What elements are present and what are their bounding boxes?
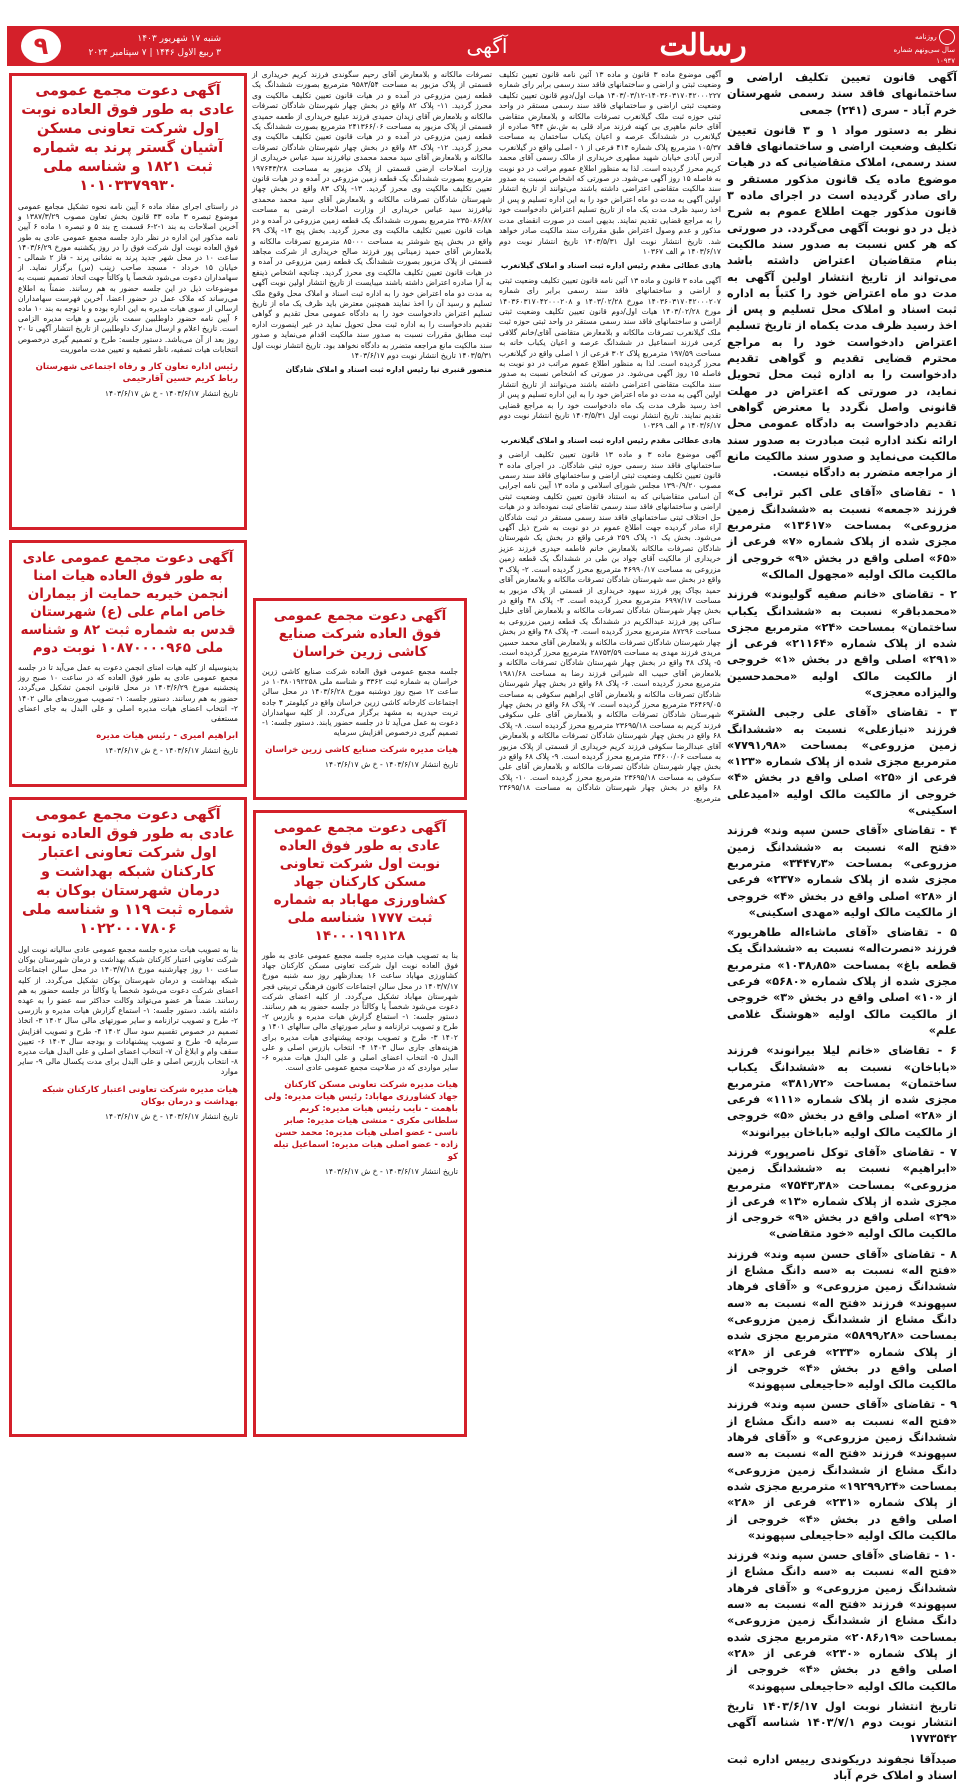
ad-title: آگهی دعوت مجمع عمومی عادی به طور فوق العاده نوبت اول شرکت تعاونی مسکن کارکنان جهاد کشاورزی مهاباد به شماره ثبت ۱۷۷۷ شناسه ملی ۱۴۰۰۰۱۹۱۱۲۸ [273,820,447,944]
ad-dates: تاریخ انتشار ۱۴۰۳/۶/۱۷ - خ ش ۱۴۰۳/۶/۱۷ [104,746,238,756]
ad-body: در راستای اجرای مفاد ماده ۶ آیین نامه نحوه تشکیل مجامع عمومی موضوع تبصره ۳ ماده ۳۳ قانون بخش تعاون مصوب ۱۳۸۷/۳/۲۹ و آخرین اصلاحات به بند ۱-۲-۶ قسمت ج بند ۵ و تبصره ۱ ماده ۶ آیین نامه مذکور این اداره در نظر دارد جلسه مجمع عمومی عادی به طور فوق العاده نوبت اول شرکت فوق را در روز یکشنبه مورخ ۱۴۰۳/۶/۲۹ ساعت ۱۰ در محل شهر جدید پرند به نشانی پرند - فاز ۲ شمالی - خیابان ۱۵ خرداد - مسجد صاحب زینب (س) برگزار نماید. از سهامداران دعوت می‌شود شخصاً یا وکالتاً جهت اتخاذ تصمیم نسبت به موضوعات ذیل در این جلسه حضور به هم رسانند. ضمناً به اطلاع می‌رساند که ملاک عمل در حضور اعضا، آخرین فهرست سهامداران ارسالی از سوی هیات مدیره به این اداره بوده و با توجه به بند ۱۰ ماده ۶ آیین نامه حضور داوطلبین سمت بازرسی و هیات مدیره الزامی است. تاریخ اعلام و ارسال مدارک داوطلبین از تاریخ انتشار آگهی تا ۲۰ روز بعد از آن می‌باشد. دستور جلسه: طرح و تصمیم گیری درخصوص انتخابات هیات تصفیه، ناظر تصفیه و تعیین مدت ماموریت [18,202,239,354]
masthead-bar [7,26,959,66]
newspaper-logo: رسالت [659,28,747,63]
issue-line2: سال سی‌ونهم [914,46,955,54]
col1-paragraph: ۵ - تقاضای «آقای ماشاءاله طاهریور» فرزند «نصرت‌اله» نسبت به «ششدانگ یک قطعه باغ» بمساحت «۱۰۳۸٫۸۵» مترمربع مجزی شده از پلاک شماره «۵۶۸۰» فرعی از «۱۰» اصلی واقع در بخش «۳» خروجی از مالکیت مالک اولیه «هوشنگ غلامی علم» [727,926,957,1037]
issue-line1: روزنامه [915,33,937,41]
col1-paragraph: آگهی قانون تعیین تکلیف اراضی و ساختمانهای فاقد سند رسمی شهرستان خرم آباد - سری (۲۴۱) جمعی [727,71,957,117]
issue-line3: شماره ۱۰۹۴۷ [893,46,955,65]
ad-box-mahabad-housing [253,810,467,1437]
col1-signature: صیدآقا نجفوند دریکوندی رییس اداره ثبت اسناد و املاک خرم آباد [727,1752,957,1782]
ad-dates: تاریخ انتشار ۱۴۰۳/۶/۱۷ - خ ش ۱۴۰۳/۶/۱۷ [104,1111,238,1121]
col1-paragraph: ۶ - تقاضای «خانم لیلا بیرانوند» فرزند «باباخان» نسبت به «ششدانگ یکباب ساختمان» بمساحت «۳۸۱٫۷۲» مترمربع مجزی شده از پلاک شماره «۱۱۱» فرعی از «۲۸» اصلی واقع در بخش «۵» خروجی از مالکیت مالک اولیه «باباخان بیرانوند» [727,1044,957,1139]
date-block [71,32,221,60]
notice-signature: هادی عطائی مقدم رئیس اداره ثبت اسناد و املاک گیلانغرب [500,435,721,445]
ad-body: جلسه مجمع عمومی فوق العاده شرکت صنایع کاشی زرین خراسان به شماره ثبت ۳۳۶۲ و شناسه ملی ۱۰۳۸۰۱۹۲۲۵۸ در ساعت ۱۲ صبح روز دوشنبه مورخ ۱۴۰۳/۶/۲۸ در محل سالن اجتماعات کارخانه کاشی زرین خراسان واقع در کیلومتر ۴ جاده تربت حیدریه به مشهد برگزار می‌گردد. از کلیه سهامداران دعوت به عمل می‌آید تا در جلسه حضور یابند. دستور جلسه: ۱- تصمیم گیری درخصوص افزایش سرمایه [262,667,458,738]
ad-box-charity-imam-ali [9,540,247,787]
ad-dates: تاریخ انتشار ۱۴۰۳/۶/۱۷ - خ ش ۱۴۰۳/۶/۱۷ [104,389,238,399]
ad-signer: رئیس اداره تعاون کار و رفاه اجتماعی شهرستان رباط کریم حسین آقارحیمی [35,362,238,385]
col1-paragraph: نظر به دستور مواد ۱ و ۳ قانون تعیین تکلیف وضعیت اراضی و ساختمانهای فاقد سند رسمی، املاک متقاضیانی که در هیات موضوع ماده یک قانون مذکور مستقر و رای صادر گردیده است در اجرای ماده ۳ قانون مذکور جهت اطلاع عموم به شرح ذیل در دو نوبت آگهی می‌گردد. در صورتی که هر کس نسبت به صدور سند مالکیت بنام متقاضیان اعتراض داشته باشد می‌تواند از تاریخ انتشار اولین آگهی به مدت دو ماه اعتراض خود را کتباً به اداره ثبت اسناد و املاک محل تسلیم و پس از اخذ رسید ظرف مدت یکماه از تاریخ تسلیم اعتراض دادخواست خود را به مراجع محترم قضایی تقدیم و گواهی تقدیم دادخواست را به اداره ثبت محل تحویل نماید، در صورتی که اعتراض در مهلت قانونی واصل نگردد یا معترض گواهی تقدیم دادخواست به دادگاه عمومی محل ارائه نکند اداره ثبت مبادرت به صدور سند مالکیت می‌نماید و صدور سند مالکیت مانع از مراجعه متضرر به دادگاه نیست. [727,123,958,480]
ad-signer: هیات مدیره شرکت تعاونی مسکن کارکنان جهاد کشاورزی مهاباد: رئیس هیات مدیره: ولی باهمت - نایب رئیس هیات مدیره: کریم سلطانی مکری - منشی هیات مدیره: صابر ناسی - عضو اصلی هیات مدیره: محمد حسن زاده - عضو اصلی هیات مدیره: اسماعیل تیله کو [264,1080,458,1163]
notice-text: آگهی موضوع ماده ۳ و ماده ۱۳ قانون تعیین تکلیف اراضی و ساختمانهای فاقد سند رسمی حوزه ثبتی شادگان. در اجرای ماده ۳ قانون تعیین تکلیف وضعیت ثبتی اراضی و ساختمانهای فاقد سند رسمی مصوب ۱۳۹۰/۹/۲۰ مجلس شورای اسلامی و ماده ۱۳ آیین نامه اجرایی آن اسامی متقاضیانی که به استناد قانون تعیین تکلیف وضعیت ثبتی اراضی و ساختمانهای فاقد سند رسمی تقاضای ثبت نموده‌اند و در هیات حل اختلاف ثبتی ساختمانهای فاقد سند رسمی مستقر در ثبت شادگان آراء صادر گردیده جهت اطلاع عموم در دو نوبت به شرح ذیل آگهی می‌شود. بخش یک ۱- پلاک ۲۵۹ فرعی واقع در بخش یک شهرستان شادگان تصرفات مالکانه بلامعارض خانم فاطمه حیدری فرزند عزیز خریداری از مالکیت آقای جواد بن طی در ششدانگ یک قطعه زمین مزروعی به مساحت ۴۶۹۹۰/۱۷ مترمربع محرز گردیده است. ۲- پلاک ۳ واقع در بخش سه شهرستان شادگان تصرفات مالکانه و بلامعارض آقای حمید بچاک پور فرزند سهود خریداری از قسمتی از پلاک مزبور به مساحت ۶۹۹۷/۱۷ مترمربع محرز گردیده است. ۳- پلاک ۴۸ واقع در بخش چهار شهرستان شادگان تصرفات مالکانه و بلامعارض آقای خلیل ساکی پور فرزند عبدالکریم در ششدانگ یک قطعه زمین مزروعی به مساحت ۸۷۲۹۶ مترمربع محرز گردیده است. ۴- پلاک ۴۸ واقع در بخش چهار شهرستان شادگان تصرفات مالکانه و بلامعارض آقای محمد حسین مریدی فرزند مهدی به مساحت ۲۸۷۵۳/۵۹ مترمربع محرز گردیده است. ۵- پلاک ۴۸ واقع در بخش چهار شهرستان شادگان تصرفات مالکانه و بلامعارض آقای حبیب اله شیرانی فرزند رضا به مساحت ۱۹۸۱/۶۸ مترمربع محرز گردیده است. ۶- پلاک ۶۸ واقع در بخش چهار شهرستان شادگان تصرفات مالکانه و بلامعارض آقای ابراهیم سکوفی به مساحت ۳۶۴۶۹/۰۵ مترمربع محرز گردیده است. ۷- پلاک ۶۸ واقع در بخش چهار شهرستان شادگان تصرفات مالکانه و بلامعارض آقای علی سکوفی فرزند کریم به مساحت ۲۳۶۹۵/۱۸ مترمربع محرز گردیده است. ۸- پلاک ۶۸ واقع در بخش چهار شهرستان شادگان تصرفات مالکانه و بلامعارض آقای عبدالرضا سکوفی فرزند کریم خریداری از قسمتی از پلاک مزبور به مساحت ۳۴۶۰۰/۰۶ مترمربع محرز گردیده است. ۹- پلاک ۶۸ واقع در بخش چهار شهرستان شادگان تصرفات مالکانه و بلامعارض آقای علی سکوفی به مساحت ۲۳۶۹۵/۱۸ مترمربع محرز گردیده است. ۱۰- پلاک ۶۸ واقع در بخش چهار شهرستان شادگان به مساحت ۲۳۶۹۵/۱۸ مترمربع. [499,450,722,803]
col1-paragraph: ۱ - تقاضای «آقای علی اکبر ترابی ک» فرزند «جمعه» نسبت به «ششدانگ زمین مزروعی» بمساحت «۱۳۶۱۷» مترمربع مجزی شده از پلاک شماره «۷» فرعی از «۶۵» اصلی واقع در بخش «۹» خروجی از مالکیت مالک اولیه «مجهول المالک» [727,486,957,581]
col1-paragraph: ۱۰ - تقاضای «آقای حسن سپه وند» فرزند «فتح اله» نسبت به «سه دانگ مشاع از ششدانگ زمین مزروعی» و «آقای فرهاد سپهوند» فرزند «فتح اله» نسبت به «سه دانگ مشاع از ششدانگ زمین مزروعی» بمساحت «۲۰۸۶٫۱۹» مترمربع مجزی شده از پلاک شماره «۲۳۰» فرعی از «۲۸» اصلی واقع در بخش «۴» خروجی از مالکیت مالک اولیه «حاجیعلی سپهوند» [727,1549,957,1693]
col1-paragraph: ۹ - تقاضای «آقای حسن سپه وند» فرزند «فتح اله» نسبت به «سه دانگ مشاع از ششدانگ زمین مزروعی» و «آقای فرهاد سپهوند» فرزند «فتح اله» نسبت به «سه دانگ مشاع از ششدانگ زمین مزروعی» بمساحت «۱۹۲۹۹٫۲۴» مترمربع مجزی شده از پلاک شماره «۲۳۱» فرعی از «۲۸» اصلی واقع در بخش «۴» خروجی از مالکیت مالک اولیه «حاجیعلی سپهوند» [727,1398,957,1542]
col1-paragraph: ۸ - تقاضای «آقای حسن سپه وند» فرزند «فتح اله» نسبت به «سه دانگ مشاع از ششدانگ زمین مزروعی» و «آقای فرهاد سپهوند» فرزند «فتح اله» نسبت به «سه دانگ مشاع از ششدانگ زمین مزروعی» بمساحت «۵۸۹۹٫۲۸» مترمربع مجزی شده از پلاک شماره «۲۳۳» فرعی از «۲۸» اصلی واقع در بخش «۴» خروجی از مالکیت مالک اولیه «حاجیعلی سپهوند» [727,1247,957,1392]
ad-signer: هیات مدیره شرکت صنایع کاشی زرین خراسان [265,745,458,756]
date-line2: ۳ ربیع الاول ۱۴۴۶ | ۷ سپتامبر ۲۰۲۴ [88,48,221,58]
ad-body: بدینوسیله از کلیه هیات امنای انجمن دعوت به عمل می‌آید تا در جلسه مجمع عمومی عادی به طور فوق العاده که در ساعت ۱۰ صبح روز پنجشنبه مورخ ۱۴۰۳/۶/۲۹ در محل قانونی انجمن تشکیل می‌گردد، حضور به هم رسانند. دستور جلسه: ۱- تصویب صورت‌های مالی ۱۴۰۲ ۲- انتخاب اعضای هیات مدیره اصلی و علی البدل به جای اعضای مستعفی [18,663,238,724]
ad-box-bukan-health-credit [9,797,247,1437]
ad-title: آگهی دعوت مجمع عمومی عادی به طور فوق العاده هیات امنا انجمن خیریه حمایت از بیماران خاص امام علی (ع) شهرستان قدس به شماره ثبت ۸۲ و شناسه ملی ۱۰۸۷۰۰۰۰۹۶۵ نوبت دوم [20,550,236,656]
section-title: آگهی [466,34,508,58]
notice-text: آگهی ماده ۳ قانون و ماده ۱۳ آئین نامه قانون تعیین تکلیف وضعیت ثبتی و اراضی و ساختمانهای فاقد سند رسمی برابر رای شماره ۱۴۰۳۶۰۳۱۷۰۴۲۰۰۰۲۰۷ مورخ ۱۴۰۳/۰۲/۲۸ و ۱۴۰۳۶۰۳۱۷۰۴۲۰۰۰۲۰۸ مورخ ۱۴۰۳/۰۲/۲۸ هیات اول/دوم قانون تعیین تکلیف وضعیت ثبتی اراضی و ساختمانهای فاقد سند رسمی مستقر در واحد ثبتی حوزه ثبت ملک گیلانغرب تصرفات مالکانه و بلامعارض متقاضی آقای/خانم گلافی کرمی فرزند اسماعیل در ششدانگ عرصه و اعیان یکباب خانه به مساحت ۱۹۷/۵۹ مترمربع پلاک ۳۰۲ فرعی از ۱ اصلی واقع در گیلانغرب محرز گردیده است. لذا به منظور اطلاع عموم مراتب در دو نوبت به فاصله ۱۵ روز آگهی می‌شود. در صورتی که اشخاص نسبت به صدور سند مالکیت متقاضی اعتراضی داشته باشند می‌توانند از تاریخ انتشار اولین آگهی به مدت دو ماه اعتراض خود را به این اداره تسلیم و پس از اخذ رسید ظرف مدت یک ماه دادخواست خود را به مراجع قضایی تقدیم نمایند. تاریخ انتشار نوبت اول ۱۴۰۳/۵/۳۱ تاریخ انتشار نوبت دوم ۱۴۰۳/۶/۱۷ م الف ۱۰۳۶۹ [499,275,722,431]
page-number: ۹ [21,29,61,63]
col1-paragraph: تاریخ انتشار نوبت اول ۱۴۰۳/۶/۱۷ تاریخ انتشار نوبت دوم ۱۴۰۳/۷/۱ شناسه آگهی ۱۷۷۳۵۴۲ [727,1699,957,1746]
ad-dates: تاریخ انتشار ۱۴۰۳/۶/۱۷ - خ ش ۱۴۰۳/۶/۱۷ [324,760,458,770]
ad-title: آگهی دعوت مجمع عمومی عادی به طور فوق العاده نوبت اول شرکت تعاونی اعتبار کارکنان شبکه بهداشت و درمان شهرستان بوکان به شماره ثبت ۱۱۹ و شناسه ملی ۱۰۲۲۰۰۰۷۸۰۶ [21,807,235,937]
issue-info [875,29,955,67]
column-land-registry-gilangharb [499,70,721,1438]
column-land-registry-khorramabad [727,70,958,1782]
ad-title: آگهی دعوت مجمع عمومی عادی به طور فوق العاده نوبت اول شرکت تعاونی مسکن آشیان گستر پرند به شماره ثبت ۱۸۲۱ و شناسه ملی ۱۰۱۰۳۳۷۹۹۳۰ [21,83,235,194]
col1-paragraph: ۲ - تقاضای «خانم صفیه گولیوند» فرزند «محمدباقر» نسبت به «ششدانگ یکباب ساختمان» بمساحت «۲۴» مترمربع مجزی شده از پلاک شماره «۲۱۱۶۴» فرعی از «۲۹۱» اصلی واقع در بخش «۱» خروجی از مالکیت مالک اولیه «محمدحسین والیزاده معجزی» [727,588,957,699]
ad-body: بنا به تصویب هیات مدیره جلسه مجمع عمومی عادی به طور فوق العاده نوبت اول شرکت تعاونی مسکن کارکنان جهاد کشاورزی مهاباد ساعت ۱۶ بعدازظهر روز سه شنبه مورخ ۱۴۰۳/۷/۱۷ در محل سالن اجتماعات کانون فرهنگی تربیتی فجر شهرستان مهاباد تشکیل می‌گردد. از کلیه اعضای شرکت دعوت می‌شود شخصاً یا وکالتاً در جلسه حضور به هم رسانند. دستور جلسه: ۱- استماع گزارش هیات مدیره و بازرس ۲- طرح و تصویب ترازنامه و سایر صورتهای مالی سالهای ۱۴۰۱ و ۱۴۰۲ ۳- طرح و تصویب بودجه پیشنهادی هیات مدیره برای هزینه‌های جاری سال ۱۴۰۳ ۴- انتخاب بازرس اصلی و علی البدل ۵- انتخاب اعضای اصلی و علی البدل هیات مدیره ۶- سایر مواردی که در صلاحیت مجمع عمومی عادی است. [262,951,458,1073]
ad-title: آگهی دعوت مجمع عمومی فوق العاده شرکت صنایع کاشی زرین خراسان [273,608,447,660]
ad-box-kashi-zarrin [253,598,467,800]
ad-box-ashian-gostar [9,73,247,530]
ad-body: بنا به تصویب هیات مدیره جلسه مجمع عمومی عادی سالیانه نوبت اول شرکت تعاونی اعتبار کارکنان شبکه بهداشت و درمان شهرستان بوکان ساعت ۱۰ روز چهارشنبه مورخ ۱۴۰۳/۷/۱۸ در محل سالن اجتماعات شبکه بهداشت و درمان شهرستان بوکان تشکیل می‌گردد. از کلیه اعضای شرکت دعوت می‌شود شخصاً یا وکالتاً در جلسه حضور به هم رسانند. ضمناً هر عضو می‌تواند وکالت حداکثر سه عضو را به عهده داشته باشد. دستور جلسه: ۱- استماع گزارش هیات مدیره و بازرسی ۲- طرح و تصویب ترازنامه و سایر صورتهای مالی سال ۱۴۰۲ ۳- اتخاذ تصمیم در خصوص تقسیم سود سال ۱۴۰۲ ۴- طرح و تصویب افزایش سرمایه ۵- طرح و تصویب پیشنهادات و بودجه سال ۱۴۰۳ ۶- تعیین سقف وام و ابلاغ آن ۷- انتخاب اعضای اصلی و علی البدل هیات مدیره ۸- انتخاب بازرس اصلی و علی البدل برای مدت یکسال مالی ۹- سایر موارد [18,945,238,1077]
ad-signer: ابراهیم امیری - رئیس هیات مدیره [96,731,238,742]
ad-dates: تاریخ انتشار ۱۴۰۳/۶/۱۷ - خ ش ۱۴۰۳/۶/۱۷ [324,1167,458,1177]
emblem-icon [939,29,955,45]
date-line1: شنبه ۱۷ شهریور ۱۴۰۳ [137,34,221,44]
col1-paragraph: ۷ - تقاضای «آقای توکل ناصرپور» فرزند «ابراهیم» نسبت به «ششدانگ زمین مزروعی» بمساحت «۷۵۴۳٫۳۸» مترمربع مجزی شده از پلاک شماره «۱۳» فرعی از «۲۹» اصلی واقع در بخش «۹» خروجی از مالکیت مالک اولیه «خود متقاضی» [727,1146,957,1241]
col1-paragraph: ۳ - تقاضای «آقای علی رجبی الشتر» فرزند «نیازعلی» نسبت به «ششدانگ زمین مزروعی» بمساحت «۷۷۹۱٫۹۸» مترمربع مجزی شده از پلاک شماره «۱۲۳» فرعی از «۲۵» اصلی واقع در بخش «۴» خروجی از مالکیت مالک اولیه «امیدعلی اسکینی» [727,706,957,818]
notice-text: تصرفات مالکانه و بلامعارض آقای رحیم سگوندی فرزند کریم خریداری از قسمتی از پلاک مزبور به مساحت ۹۵۸۳/۵۴ مترمربع بصورت ششدانگ یک قطعه زمین مزروعی در آمده و در هیات قانون تعیین تکلیف مالکیت وی محرز گردید. ۱۱- پلاک ۸۲ واقع در بخش چهار شهرستان شادگان تصرفات مالکانه و بلامعارض آقای زیدان حمیدی فرزند عبلیع خریداری از طعمه حمیدی قسمتی از پلاک مزبور به مساحت ۲۴۱۳۶۶/۰۶ مترمربع بصورت ششدانگ یک قطعه زمین مزروعی در آمده و در هیات قانون تعیین تکلیف مالکیت وی محرز گردید. ۱۲- پلاک ۸۳ واقع در بخش چهار شهرستان شادگان تصرفات مالکانه و بلامعارض آقای سید محمد محمدی نیافرزند سید عباس خریداری از وزارت اصلاحات ارضی قسمتی از پلاک مزبور به مساحت ۱۹۷۶۴۳/۲۸ مترمربع بصورت ششدانگ یک قطعه زمین مزروعی در آمده و در هیات قانون تعیین تکلیف مالکیت وی محرز گردید. ۱۳- پلاک ۸۳ واقع در بخش چهار شهرستان شادگان تصرفات مالکانه و بلامعارض آقای سید محمد محمدی نیافرزند سید عباس خریداری از وزارت اصلاحات ارضی به مساحت ۲۳۵۰۸۶/۸۷ مترمربع بصورت ششدانگ یک قطعه زمین مزروعی در آمده و در هیات قانون تعیین تکلیف مالکیت وی محرز گردید. بخش پنج ۱۴- پلاک ۶۹ واقع در بخش پنج شوشتر به مساحت ۸۵۰۰۰ مترمربع تصرفات مالکانه و بلامعارض آقای حمید زمینانی پور فرزند صالح خریداری از شرکت مجاهد قسمتی از پلاک مزبور بصورت ششدانگ یک قطعه زمین مزروعی در آمده و در هیات قانون تعیین تکلیف مالکیت وی محرز گردید. چنانچه اشخاص ذینفع به آرا صادره اعتراض داشته باشند میبایست از تاریخ انتشار اولین نوبت آگهی به مدت دو ماه اعتراض خود را به اداره ثبت اسناد و املاک محل وقوع ملک تسلیم و رسید آن را اخذ نمایند همچنین معترض باید ظرف یک ماه از تاریخ تسلیم اعتراض دادخواست خود را به دادگاه عمومی محل تقدیم و گواهی تقدیم دادخواست را به اداره ثبت محل تحویل نماید در غیر اینصورت اداره ثبت مطابق مقررات نسبت به صدور سند مالکیت اقدام می‌نماید و صدور سند مالکیت مانع مراجعه متضرر به دادگاه نخواهد بود. تاریخ انتشار نوبت اول ۱۴۰۳/۵/۳۱ تاریخ انتشار نوبت دوم ۱۴۰۳/۶/۱۷ [252,70,493,360]
notice-text: آگهی موضوع ماده ۳ قانون و ماده ۱۳ آئین نامه قانون تعیین تکلیف وضعیت ثبتی و اراضی و ساختمانهای فاقد سند رسمی برابر رای شماره ۱۴۰۳۶۰۳۱۷۰۴۲۰۰۰۲۲۷-۱۴۰۳/۰۳/۱۲ هیات اول/دوم قانون تعیین تکلیف وضعیت ثبتی اراضی و ساختمانهای فاقد سند رسمی مستقر در واحد ثبتی حوزه ثبت ملک گیلانغرب تصرفات مالکانه و بلامعارض متقاضی آقای خانم ماهپری بی کهنه فرزند مراد قلی به ش.ش ۹۴۴ صادره از گیلانغرب در ششدانگ عرصه و اعیان یکباب ساختمان به مساحت ۱۰۵/۳۷ مترمربع پلاک شماره ۴۱۴ فرعی از ۱ - اصلی واقع در گیلانغرب آدرس آبادی خیابان شهید مطهری خریداری از مالک رسمی آقای محمد کریم محرز گردیده است. لذا به منظور اطلاع عموم مراتب در دو نوبت به فاصله ۱۵ روز آگهی می‌شود. در صورتی که اشخاص نسبت به صدور سند مالکیت متقاضی اعتراضی داشته باشند می‌توانند از تاریخ انتشار اولین آگهی به مدت دو ماه اعتراض خود را به این اداره تسلیم و پس از اخذ رسید ظرف مدت یک ماه از تاریخ تسلیم اعتراض دادخواست خود را به مراجع قضایی تقدیم نمایند. بدیهی است در صورت انقضای مدت مذکور و عدم وصول اعتراض طبق مقررات سند مالکیت صادر خواهد شد. تاریخ انتشار نوبت اول ۱۴۰۳/۵/۳۱ تاریخ انتشار نوبت دوم ۱۴۰۳/۶/۱۷ م الف ۱۰۳۶۷ [499,70,721,256]
notice-signature: هادی عطائی مقدم رئیس اداره ثبت اسناد و املاک گیلانغرب [500,261,721,271]
notice-signature: منصور قنبری نیا رئیس اداره ثبت اسناد و املاک شادگان [285,365,492,375]
col1-paragraph: ۴ - تقاضای «آقای حسن سپه وند» فرزند «فتح اله» نسبت به «ششدانگ زمین مزروعی» بمساحت «۳۴۴۷٫۳» مترمربع مجزی شده از پلاک شماره «۲۳۷» فرعی از «۲۸» اصلی واقع در بخش «۴» خروجی از مالکیت مالک اولیه «مهدی اسکینی» [727,824,957,919]
ad-signer: هیات مدیره شرکت تعاونی اعتبار کارکنان شبکه بهداشت و درمان بوکان [42,1084,238,1107]
